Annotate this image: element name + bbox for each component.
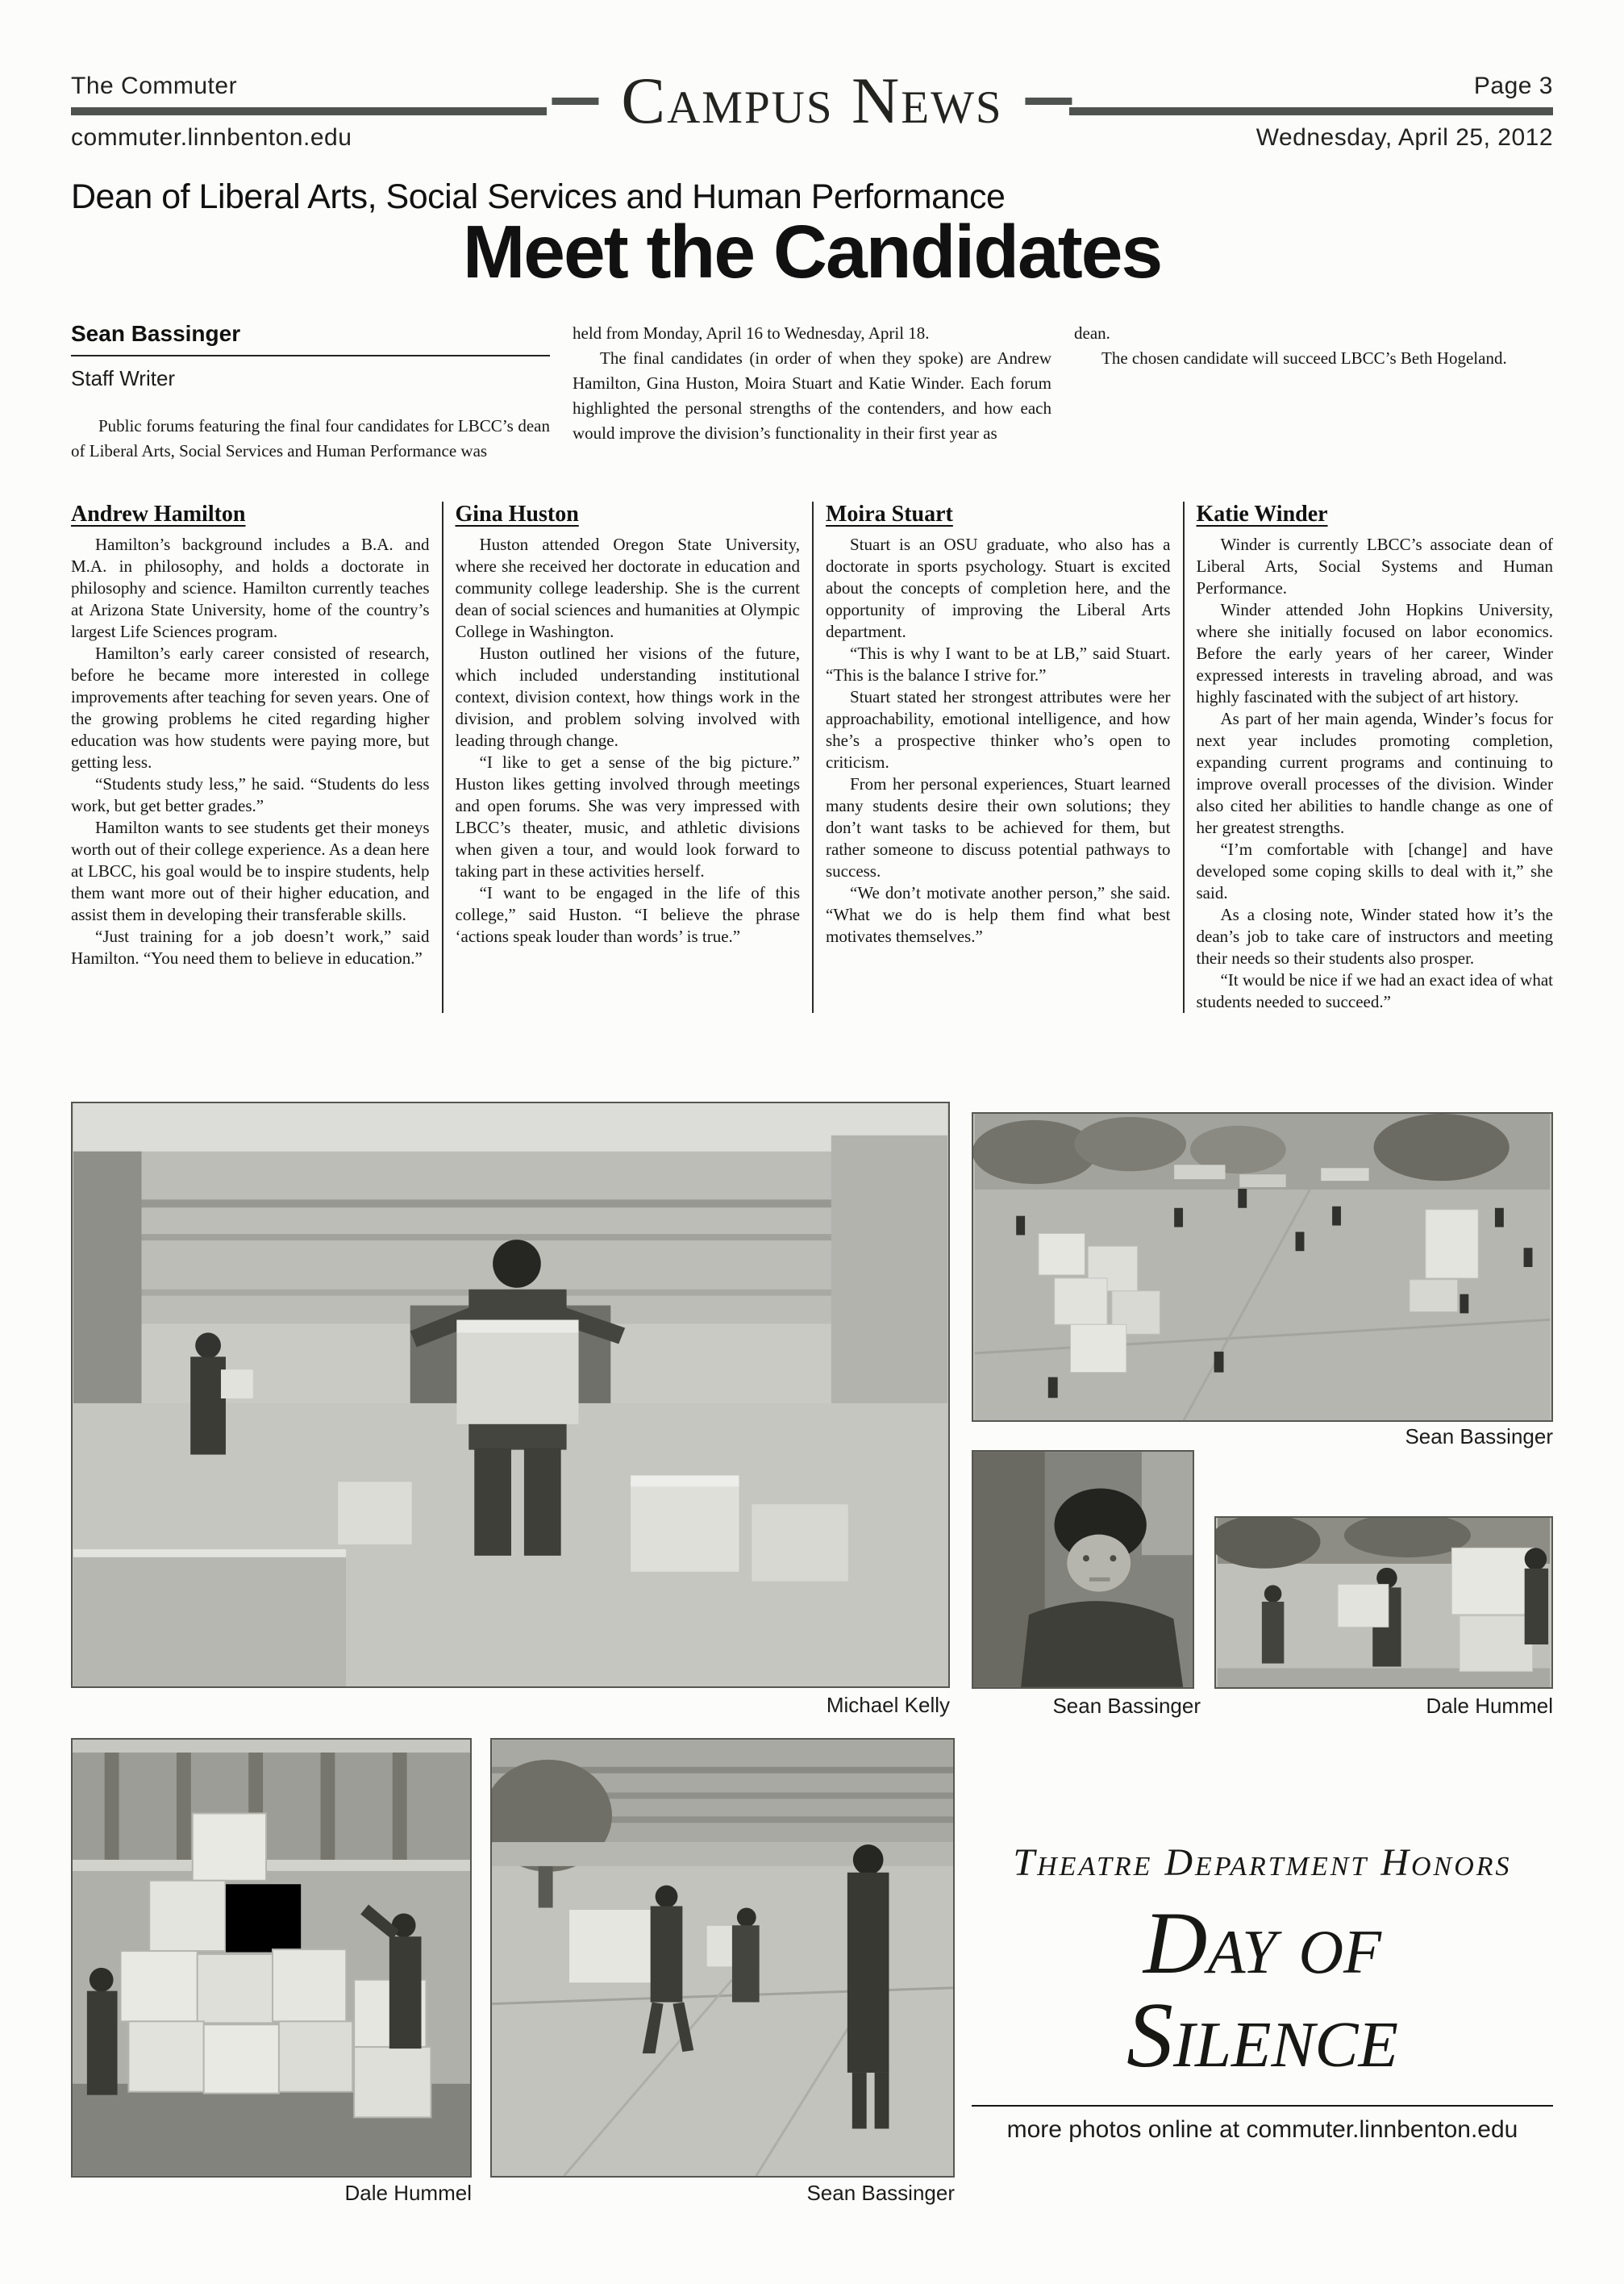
photo-credit: Michael Kelly xyxy=(826,1693,950,1717)
article-paragraph: Stuart stated her strongest attributes were her approachability, emotional intelligence, and how she’s a prospective thinker who’s open to criticism. xyxy=(826,687,1171,772)
candidate-article xyxy=(456,534,801,948)
article-paragraph: As a closing note, Winder stated how it’s the dean’s job to take care of instructors and meeting their needs so their students also prosper. xyxy=(1196,905,1553,968)
candidate-name: Andrew Hamilton xyxy=(71,502,246,527)
article-paragraph: As part of her main agenda, Winder’s focus for next year includes promoting completion, expanding current programs and continuing to improve overall processes of the division. Winder also cited her abilities to handle change as one of her greatest strengths. xyxy=(1196,709,1553,837)
article-paragraph: “Students study less,” he said. “Students do less work, but get better grades.” xyxy=(71,774,430,815)
byline-role: Staff Writer xyxy=(71,366,176,390)
masthead-dash-right xyxy=(1026,98,1072,105)
photo-performer-portrait xyxy=(972,1450,1194,1689)
promo-kicker: Theatre Department Honors xyxy=(1013,1841,1512,1884)
article-paragraph: “Just training for a job doesn’t work,” said Hamilton. “You need them to believe in education.” xyxy=(71,927,430,968)
intro-column-1 xyxy=(71,321,550,464)
article-paragraph: Winder attended John Hopkins University, where she initially focused on labor economics. Before the early years of her career, Winder expressed interests in traveling abroad, and was highly fascinated with the subject of art history. xyxy=(1196,600,1553,706)
masthead-left xyxy=(71,73,547,152)
promo-footer: more photos online at commuter.linnbenton.edu xyxy=(1006,2115,1518,2143)
article-paragraph: “We don’t motivate another person,” she said. “What we do is help them find what best motivates themselves.” xyxy=(826,883,1171,946)
article-paragraph: “This is why I want to be at LB,” said Stuart. “This is the balance I strive for.” xyxy=(826,644,1171,685)
intro-paragraph: The chosen candidate will succeed LBCC’s Beth Hogeland. xyxy=(1101,348,1507,368)
article-paragraph: From her personal experiences, Stuart learned many students desire their own solutions; they don’t want tasks to be achieved for them, but rather someone to discuss potential pathways to success. xyxy=(826,774,1171,881)
candidate-column-gina-huston xyxy=(442,502,813,1013)
article-paragraph: Huston outlined her visions of the future, which included understanding institutional context, division context, how things work in the division, and problem solving involved with leading through change. xyxy=(455,644,800,750)
article-paragraph: Huston attended Oregon State University, where she received her doctorate in education and community college leadership. She is the current dean of social sciences and humanities at Olympic College in Washington. xyxy=(455,535,800,641)
article-paragraph: “It would be nice if we had an exact idea of what students needed to succeed.” xyxy=(1196,970,1553,1011)
photo-credit: Sean Bassinger xyxy=(1405,1424,1553,1448)
day-of-silence-promo xyxy=(972,1840,1553,2144)
promo-title-line1: Day of xyxy=(1143,1894,1382,1992)
page-title: Meet the Candidates xyxy=(462,210,1162,294)
section-title: Campus News xyxy=(621,64,1003,137)
article-paragraph: Hamilton’s early career consisted of research, before he became more interested in college improvements after teaching for seven years. One of the growing problems he cited regarding higher education was how students were paying more, but getting less. xyxy=(71,644,430,772)
masthead-dash-left xyxy=(552,98,598,105)
publication-website: commuter.linnbenton.edu xyxy=(71,124,352,151)
candidate-profiles xyxy=(71,502,1553,1013)
page-number: Page 3 xyxy=(1473,73,1553,99)
candidate-article xyxy=(71,534,430,969)
photo-performer-with-box-art xyxy=(73,1103,948,1686)
intro-section xyxy=(71,321,1553,464)
promo-title-line2: Silence xyxy=(1126,1984,1399,2088)
article-paragraph: “I’m comfortable with [change] and have developed some coping skills to deal with it,” she said. xyxy=(1196,840,1553,902)
issue-date: Wednesday, April 25, 2012 xyxy=(1255,124,1553,151)
candidate-name: Gina Huston xyxy=(455,502,579,527)
candidate-article xyxy=(826,534,1171,948)
candidate-article xyxy=(1197,534,1554,1013)
intro-paragraph: held from Monday, April 16 to Wednesday, April 18. xyxy=(573,323,930,343)
article-paragraph: “I want to be engaged in the life of this college,” said Huston. “I believe the phrase ‘actions speak louder than words’ is true.” xyxy=(455,883,800,946)
photo-box-carriers-art xyxy=(1216,1518,1551,1687)
photo-credit: Dale Hummel xyxy=(1426,1694,1553,1718)
photo-performer-portrait-art xyxy=(973,1452,1193,1687)
photo-plaza-aerial-art xyxy=(973,1114,1551,1420)
photo-box-stacks-art xyxy=(73,1740,470,2176)
intro-paragraph: dean. xyxy=(1074,323,1110,343)
header-rule-right xyxy=(1069,107,1553,115)
masthead-center xyxy=(552,64,1072,137)
header-rule-left xyxy=(71,107,547,115)
masthead-right xyxy=(1069,73,1553,152)
intro-paragraph: Public forums featuring the final four candidates for LBCC’s dean of Liberal Arts, Social Services and Human Performance was xyxy=(71,416,550,461)
promo-rule xyxy=(972,2105,1553,2107)
article-paragraph: Hamilton wants to see students get their moneys worth out of their college experience. As a dean here at LBCC, his goal would be to inspire students, help them want more out of their higher education, and assist them in developing their transferable skills. xyxy=(71,818,430,924)
article-paragraph: Hamilton’s background includes a B.A. and M.A. in philosophy, and holds a doctorate in philosophy and science. Hamilton currently teaches at Arizona State University, home of the country’s largest Life Sciences program. xyxy=(71,535,430,641)
photo-box-stacks xyxy=(71,1738,472,2178)
photo-credit: Sean Bassinger xyxy=(1052,1694,1201,1718)
photo-box-walkway-art xyxy=(492,1740,953,2176)
candidate-name: Katie Winder xyxy=(1196,502,1328,527)
article-paragraph: Winder is currently LBCC’s associate dean of Liberal Arts, Social Systems and Human Performance. xyxy=(1196,535,1553,598)
photo-credit: Sean Bassinger xyxy=(806,2181,955,2205)
photo-plaza-aerial xyxy=(972,1112,1553,1422)
byline-author: Sean Bassinger xyxy=(71,321,550,356)
candidate-name: Moira Stuart xyxy=(826,502,953,527)
publication-name: The Commuter xyxy=(71,73,238,99)
photo-credit: Dale Hummel xyxy=(344,2181,472,2205)
intro-column-2 xyxy=(573,321,1051,464)
article-paragraph: Stuart is an OSU graduate, who also has a doctorate in sports psychology. Stuart is excited about the concepts of completion here, and the opportunity of improving the Liberal Arts department. xyxy=(826,535,1171,641)
photo-box-walkway xyxy=(490,1738,955,2178)
candidate-column-katie-winder xyxy=(1183,502,1554,1013)
photo-box-carriers xyxy=(1214,1516,1553,1689)
article-paragraph: “I like to get a sense of the big picture.” Huston likes getting involved through meetings and open forums. She was very impressed with LBCC’s theater, music, and athletic divisions when given a tour, and would look forward to taking part in these activities herself. xyxy=(455,752,800,881)
intro-paragraph: The final candidates (in order of when they spoke) are Andrew Hamilton, Gina Huston, Moira Stuart and Katie Winder. Each forum highlighted the personal strengths of the contenders, and how each would improve the division’s functionality in their first year as xyxy=(573,348,1051,443)
candidate-column-moira-stuart xyxy=(812,502,1183,1013)
intro-column-3 xyxy=(1074,321,1553,464)
headline-kicker: Dean of Liberal Arts, Social Services and Human Performance xyxy=(71,177,1006,216)
photo-performer-with-box xyxy=(71,1102,950,1688)
candidate-column-andrew-hamilton xyxy=(71,502,442,1013)
